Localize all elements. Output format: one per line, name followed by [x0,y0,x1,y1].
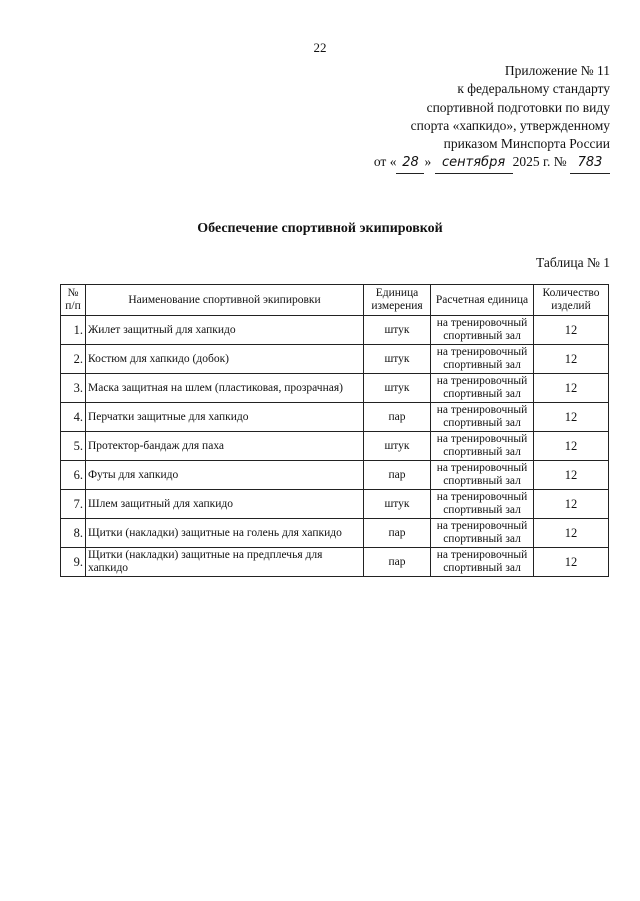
table-row [61,345,609,374]
row-calc-unit: на тренировочный спортивный зал [431,519,534,548]
row-name: Маска защитная на шлем (пластиковая, прозрачная) [86,374,364,403]
row-name: Жилет защитный для хапкидо [86,316,364,345]
row-quantity: 12 [534,461,609,490]
header-calc-unit: Расчетная единица [431,285,534,316]
row-quantity: 12 [534,490,609,519]
table-row [61,432,609,461]
row-name: Протектор-бандаж для паха [86,432,364,461]
table-header-row [61,285,609,316]
row-number: 1. [61,316,86,345]
order-month: сентября [435,154,513,173]
row-number: 2. [61,345,86,374]
header-number: № п/п [61,285,86,316]
row-calc-unit: на тренировочный спортивный зал [431,490,534,519]
order-year: 2025 г. № [512,154,567,170]
page-number: 22 [313,40,327,55]
row-name: Футы для хапкидо [86,461,364,490]
row-name: Шлем защитный для хапкидо [86,490,364,519]
appendix-line: Приложение № 11 [504,63,610,78]
row-calc-unit: на тренировочный спортивный зал [431,461,534,490]
row-calc-unit: на тренировочный спортивный зал [431,403,534,432]
table-label: Таблица № 1 [536,255,610,270]
header-unit: Единица измерения [364,285,431,316]
row-name: Щитки (накладки) защитные на предплечья для хапкидо [86,548,364,577]
row-number: 4. [61,403,86,432]
table-row [61,490,609,519]
row-calc-unit: на тренировочный спортивный зал [431,374,534,403]
header-name: Наименование спортивной экипировки [86,285,364,316]
row-number: 8. [61,519,86,548]
table-row [61,403,609,432]
appendix-header [330,62,610,174]
row-quantity: 12 [534,374,609,403]
row-number: 6. [61,461,86,490]
appendix-line: спорта «хапкидо», утвержденному [410,117,610,133]
equipment-table [60,284,609,577]
table-row [61,461,609,490]
row-name: Костюм для хапкидо (добок) [86,345,364,374]
row-unit: штук [364,432,431,461]
row-name: Щитки (накладки) защитные на голень для хапкидо [86,519,364,548]
table-row [61,548,609,577]
row-calc-unit: на тренировочный спортивный зал [431,432,534,461]
table-row [61,316,609,345]
row-unit: штук [364,316,431,345]
row-unit: штук [364,490,431,519]
table-row [61,374,609,403]
appendix-line: спортивной подготовки по виду [426,99,610,115]
row-number: 5. [61,432,86,461]
row-number: 3. [61,374,86,403]
row-calc-unit: на тренировочный спортивный зал [431,316,534,345]
order-number: 783 [570,154,610,173]
row-name: Перчатки защитные для хапкидо [86,403,364,432]
order-mid: » [424,154,432,170]
row-quantity: 12 [534,548,609,577]
appendix-line: к федеральному стандарту [457,81,610,97]
row-quantity: 12 [534,345,609,374]
row-unit: пар [364,548,431,577]
row-unit: штук [364,345,431,374]
document-title: Обеспечение спортивной экипировкой [197,221,443,236]
row-calc-unit: на тренировочный спортивный зал [431,345,534,374]
appendix-line: приказом Минспорта России [443,136,610,152]
order-prefix: от « [373,154,397,170]
row-unit: пар [364,461,431,490]
order-day: 28 [396,154,424,173]
order-date-line [330,153,610,173]
row-calc-unit: на тренировочный спортивный зал [431,548,534,577]
row-unit: штук [364,374,431,403]
row-quantity: 12 [534,403,609,432]
row-number: 7. [61,490,86,519]
row-unit: пар [364,519,431,548]
row-quantity: 12 [534,316,609,345]
row-number: 9. [61,548,86,577]
row-unit: пар [364,403,431,432]
header-quantity: Количество изделий [534,285,609,316]
table-row [61,519,609,548]
row-quantity: 12 [534,519,609,548]
row-quantity: 12 [534,432,609,461]
